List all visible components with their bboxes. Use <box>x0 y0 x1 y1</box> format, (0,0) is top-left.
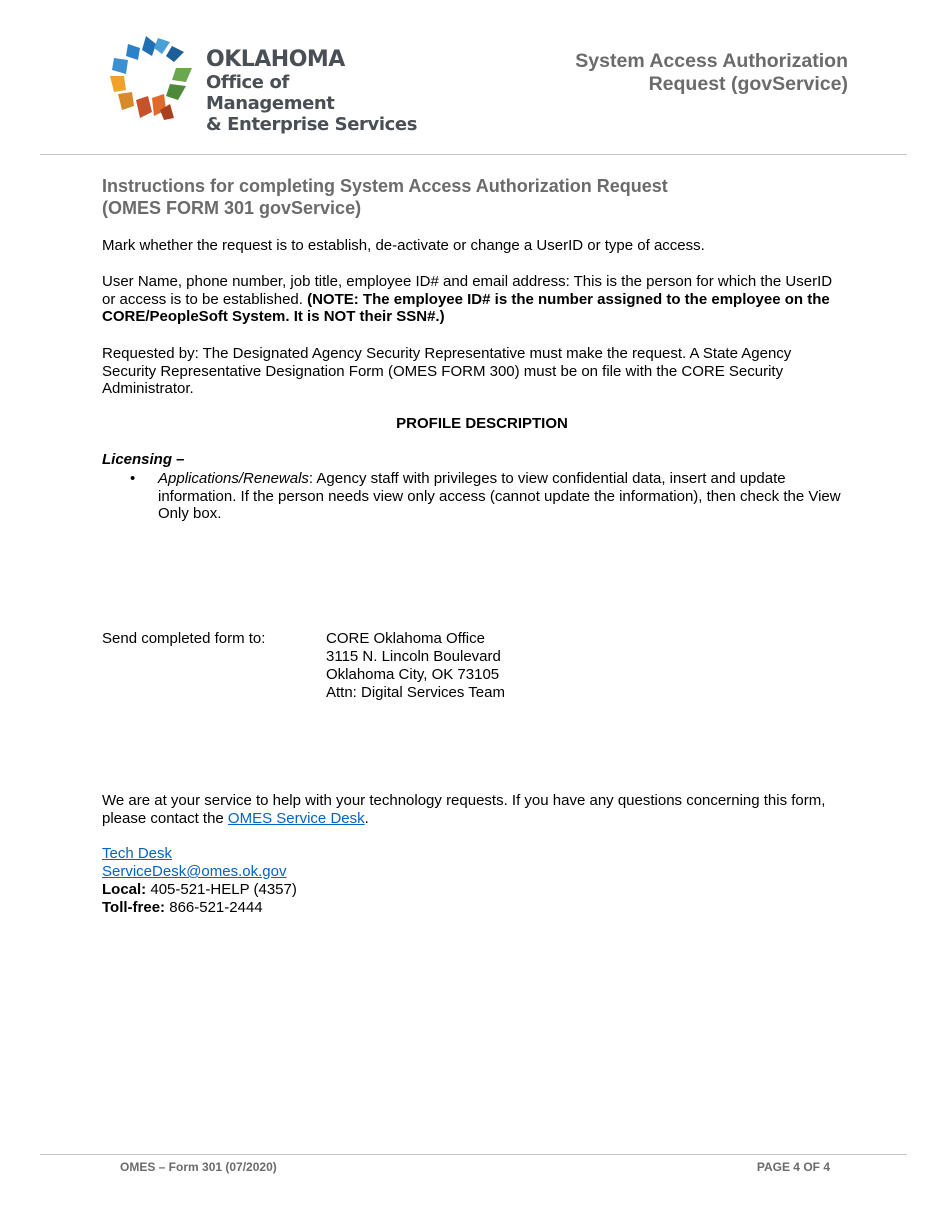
omes-star-logo-icon <box>108 34 194 120</box>
document-title-line1: System Access Authorization <box>575 50 848 72</box>
contact-block <box>102 845 297 917</box>
logo-wordmark <box>206 48 418 135</box>
logo-line2: Office of Management <box>206 72 335 114</box>
tech-desk-link[interactable]: Tech Desk <box>102 845 173 862</box>
instruction-paragraph-3: Requested by: The Designated Agency Security Representative must make the request. A State Agency Security Representative Designation Form (OMES FORM 300) must be on file with the CORE Security Administrator. <box>102 345 792 397</box>
local-value: 405-521-HELP (4357) <box>146 881 297 898</box>
document-title-line2: Request (govService) <box>648 73 848 95</box>
local-phone <box>102 881 297 899</box>
instructions-title <box>102 175 668 219</box>
logo-line3: & Enterprise Services <box>206 114 418 135</box>
profile-description-heading: PROFILE DESCRIPTION <box>396 415 568 432</box>
licensing-label: Licensing – <box>102 451 185 468</box>
footer-divider <box>40 1154 907 1155</box>
bullet-description: : Agency staff with privileges to view confidential data, insert and update information. If the person needs view only access (cannot update the information), then check the View Only box. <box>158 470 841 522</box>
instructions-title-line2: (OMES FORM 301 govService) <box>102 198 362 218</box>
omes-service-desk-link[interactable]: OMES Service Desk <box>227 809 365 827</box>
service-desk-email-link[interactable]: ServiceDesk@omes.ok.gov <box>102 863 287 880</box>
instruction-paragraph-2 <box>102 273 842 326</box>
service-text-end: . <box>364 809 369 827</box>
address-line: CORE Oklahoma Office <box>326 630 485 647</box>
header-divider <box>40 154 907 155</box>
tollfree-phone <box>102 899 297 917</box>
omes-logo <box>108 34 418 135</box>
logo-oklahoma: OKLAHOMA <box>206 47 345 72</box>
service-paragraph <box>102 792 832 827</box>
address-line: Oklahoma City, OK 73105 <box>326 666 500 683</box>
address-line: 3115 N. Lincoln Boulevard <box>326 648 501 665</box>
licensing-bullet <box>158 470 843 523</box>
address-line: Attn: Digital Services Team <box>326 684 505 701</box>
tollfree-label: Toll-free: <box>102 899 166 916</box>
service-text: We are at your service to help with your technology requests. If you have any questions concerning this form, please contact the <box>102 792 826 827</box>
instruction-paragraph-1: Mark whether the request is to establish, de-activate or change a UserID or type of access. <box>102 237 705 254</box>
footer-page-number: PAGE 4 OF 4 <box>756 1160 830 1174</box>
instructions-title-line1: Instructions for completing System Access Authorization Request <box>102 176 668 196</box>
send-form-label: Send completed form to: <box>102 630 266 647</box>
mailing-address <box>326 630 505 702</box>
instruction-paragraph-2-text: User Name, phone number, job title, employee ID# and email address: This is the person for which the UserID or access is to be established. <box>102 273 833 308</box>
tollfree-value: 866-521-2444 <box>165 899 263 916</box>
footer-form-id: OMES – Form 301 (07/2020) <box>120 1160 277 1174</box>
document-title <box>575 50 848 96</box>
bullet-icon: • <box>130 470 136 487</box>
local-label: Local: <box>102 881 147 898</box>
employee-id-note: (NOTE: The employee ID# is the number assigned to the employee on the CORE/PeopleSoft System. It is NOT their SSN#.) <box>102 290 830 325</box>
bullet-term: Applications/Renewals <box>158 470 309 487</box>
